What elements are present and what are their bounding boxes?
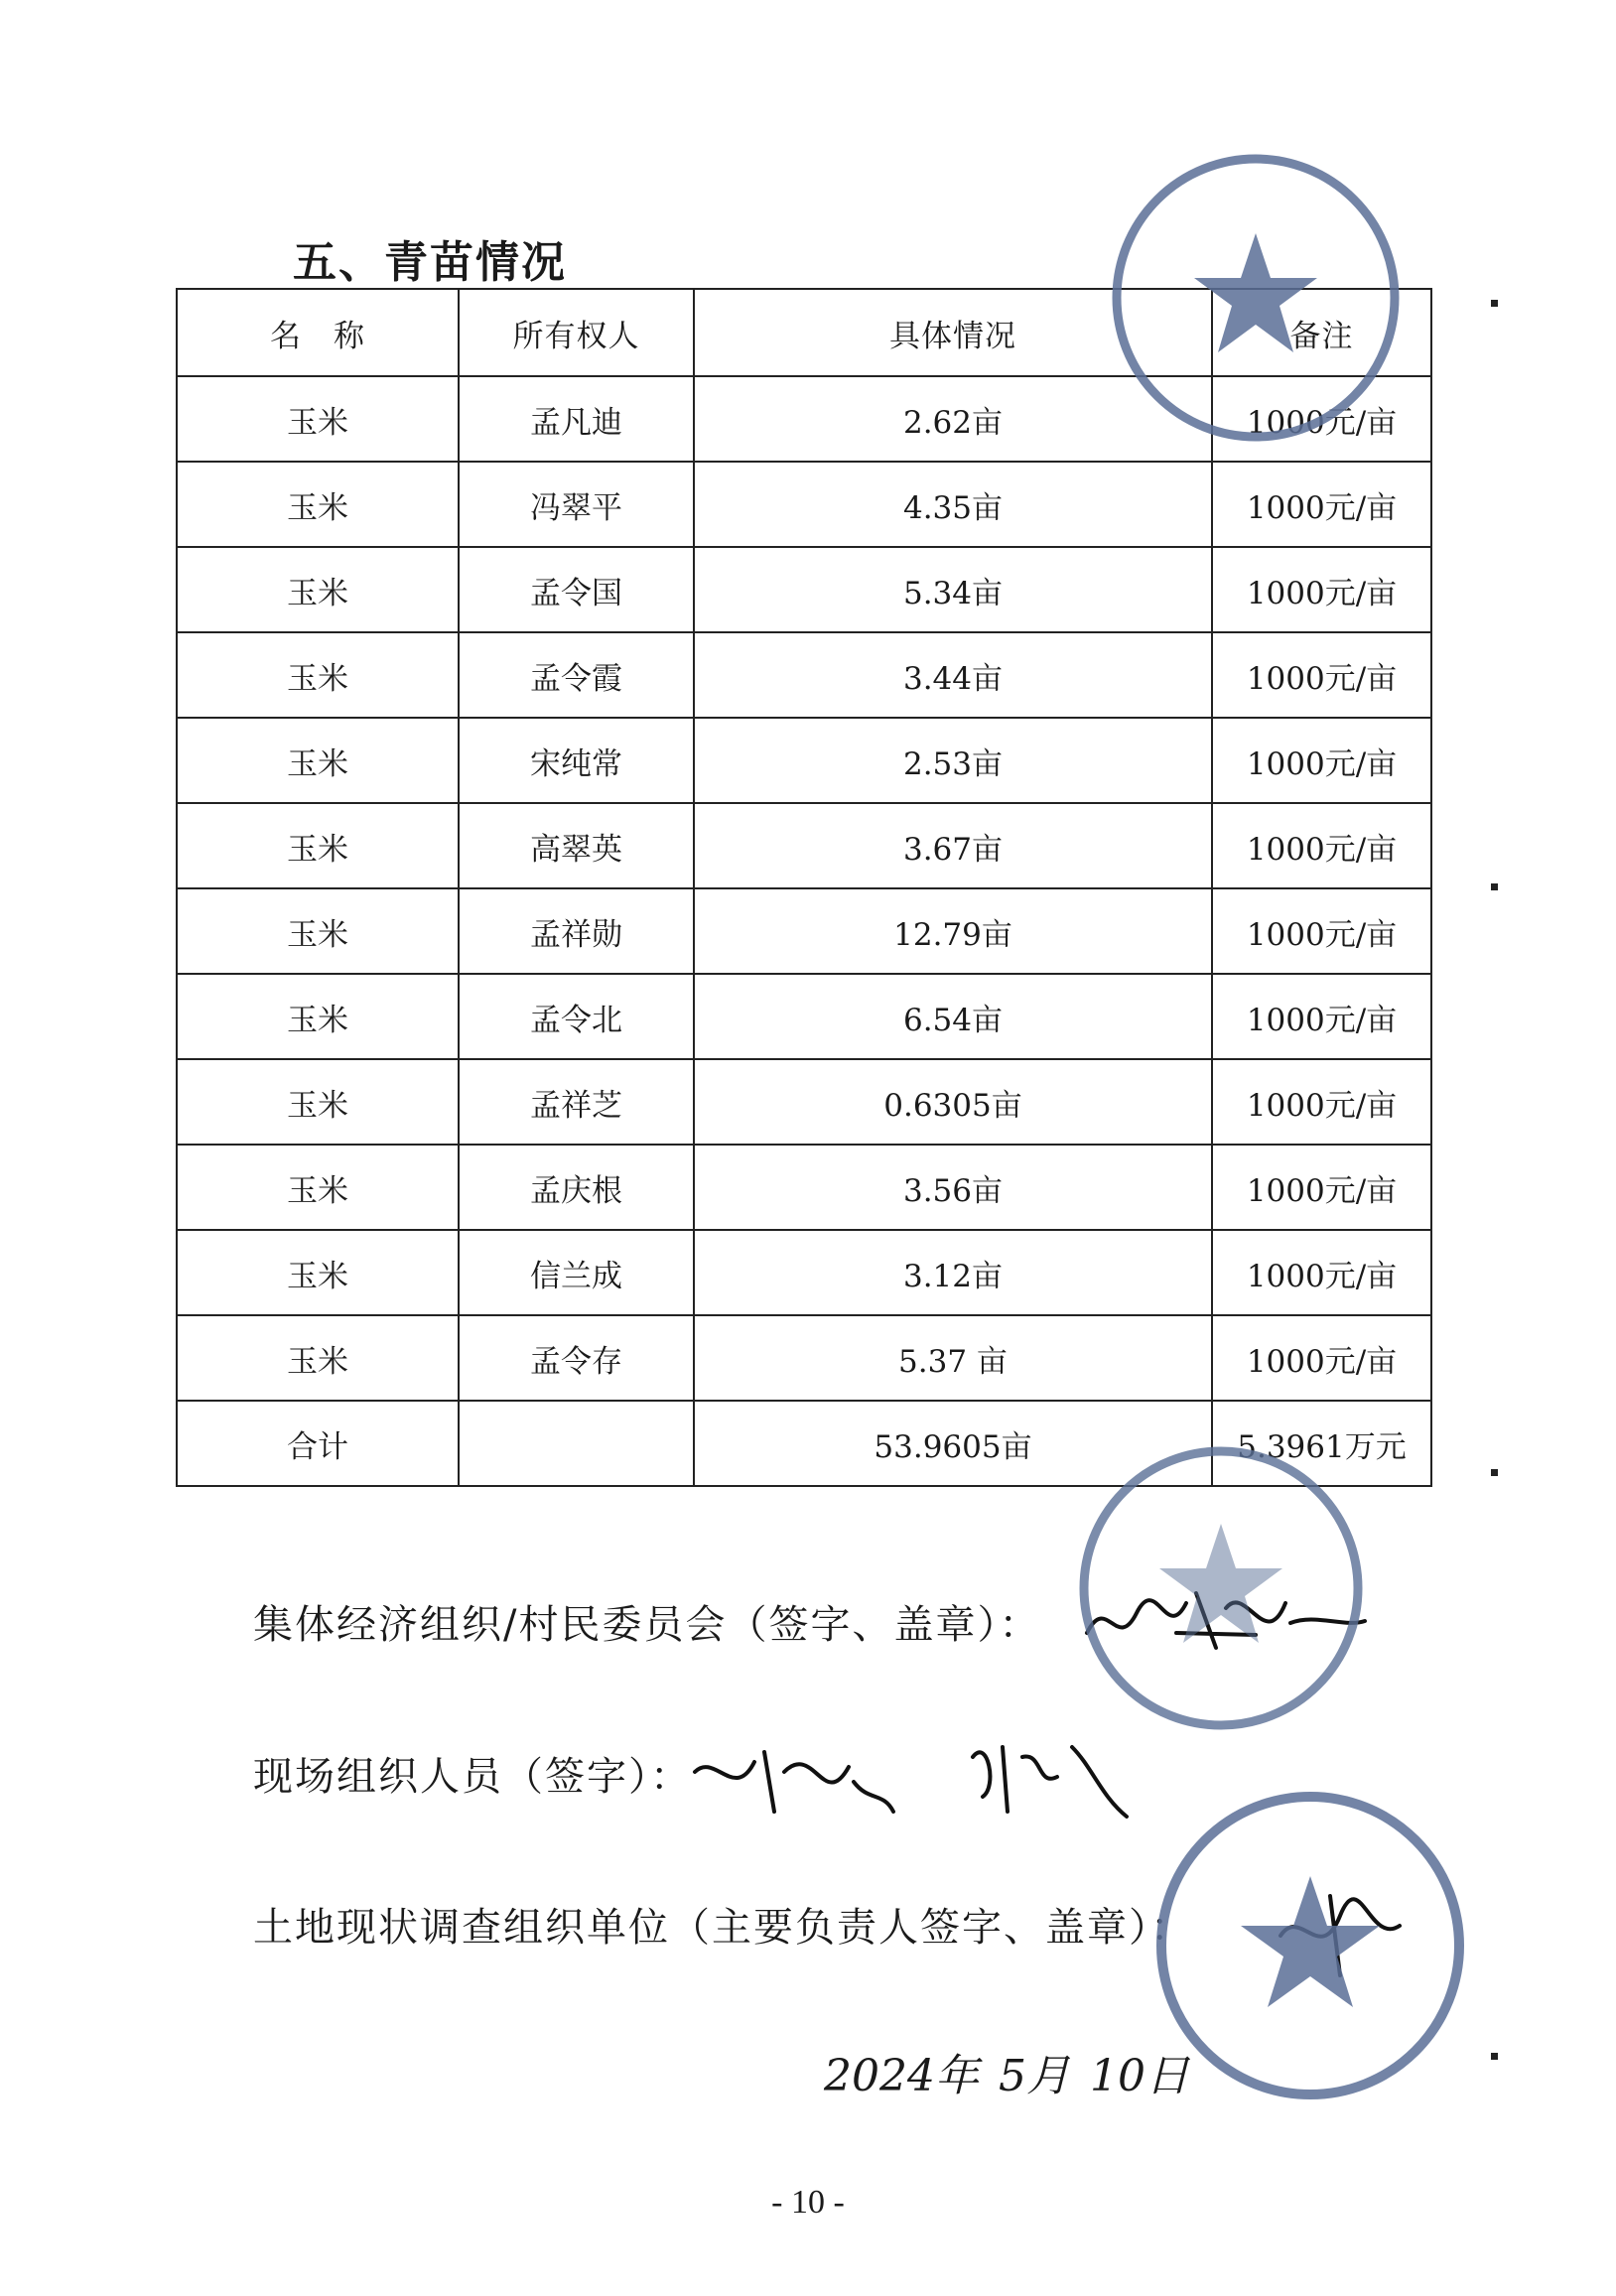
cell-note: 1000元/亩	[1212, 888, 1431, 974]
cell-note: 1000元/亩	[1212, 718, 1431, 803]
cell-detail: 3.67亩	[694, 803, 1212, 888]
cell-name: 玉米	[177, 1315, 459, 1401]
village-committee-seal-bottom	[1072, 1439, 1370, 1737]
signing-date	[824, 2040, 1195, 2103]
section-title: 五、青苗情况	[293, 237, 567, 288]
total-label: 合计	[177, 1401, 459, 1486]
table-row	[177, 718, 1431, 803]
onsite-signature-1	[685, 1732, 903, 1826]
cell-name: 玉米	[177, 1230, 459, 1315]
header-note: 备注	[1212, 289, 1431, 376]
table-row	[177, 547, 1431, 632]
cell-note: 1000元/亩	[1212, 1315, 1431, 1401]
cell-name: 玉米	[177, 1145, 459, 1230]
header-owner: 所有权人	[459, 289, 694, 376]
cell-owner: 孟令霞	[459, 632, 694, 718]
collective-signature-label: 集体经济组织/村民委员会（签字、盖章）：	[253, 1602, 1041, 1648]
date-day: 10日	[1089, 2051, 1189, 2101]
cell-owner: 孟祥勋	[459, 888, 694, 974]
cell-owner: 孟令国	[459, 547, 694, 632]
total-owner	[459, 1401, 694, 1486]
table-row	[177, 974, 1431, 1059]
cell-detail: 12.79亩	[694, 888, 1212, 974]
onsite-signature-label: 现场组织人员（签字）：	[253, 1754, 692, 1800]
header-name: 名 称	[177, 289, 459, 376]
cell-note: 1000元/亩	[1212, 1230, 1431, 1315]
cell-owner: 孟令存	[459, 1315, 694, 1401]
table-row	[177, 1145, 1431, 1230]
cell-note: 1000元/亩	[1212, 462, 1431, 547]
cell-owner: 孟庆根	[459, 1145, 694, 1230]
cell-note: 1000元/亩	[1212, 803, 1431, 888]
cell-owner: 信兰成	[459, 1230, 694, 1315]
cell-name: 玉米	[177, 718, 459, 803]
survey-signature-label: 土地现状调查组织单位（主要负责人签字、盖章）：	[253, 1905, 1192, 1951]
table-row	[177, 803, 1431, 888]
cell-note: 1000元/亩	[1212, 632, 1431, 718]
table-row	[177, 1059, 1431, 1145]
total-detail: 53.9605亩	[694, 1401, 1212, 1486]
cell-detail: 2.62亩	[694, 376, 1212, 462]
scan-mark	[1491, 300, 1498, 307]
cell-name: 玉米	[177, 632, 459, 718]
cell-owner: 高翠英	[459, 803, 694, 888]
cell-detail: 3.56亩	[694, 1145, 1212, 1230]
table-row	[177, 1315, 1431, 1401]
cell-name: 玉米	[177, 974, 459, 1059]
scan-mark	[1491, 883, 1498, 890]
cell-owner: 宋纯常	[459, 718, 694, 803]
cell-name: 玉米	[177, 547, 459, 632]
cell-detail: 4.35亩	[694, 462, 1212, 547]
cell-detail: 5.34亩	[694, 547, 1212, 632]
date-month: 5月	[998, 2051, 1070, 2101]
seedling-table	[176, 288, 1432, 1487]
cell-owner: 孟祥芝	[459, 1059, 694, 1145]
cell-owner: 孟凡迪	[459, 376, 694, 462]
cell-name: 玉米	[177, 462, 459, 547]
cell-name: 玉米	[177, 803, 459, 888]
total-note: 5.3961万元	[1212, 1401, 1431, 1486]
cell-detail: 2.53亩	[694, 718, 1212, 803]
cell-detail: 3.12亩	[694, 1230, 1212, 1315]
cell-detail: 6.54亩	[694, 974, 1212, 1059]
cell-note: 1000元/亩	[1212, 376, 1431, 462]
cell-name: 玉米	[177, 376, 459, 462]
page-number: - 10 -	[771, 2184, 845, 2221]
cell-note: 1000元/亩	[1212, 1145, 1431, 1230]
cell-name: 玉米	[177, 888, 459, 974]
village-committee-seal-top	[1107, 149, 1405, 447]
cell-owner: 孟令北	[459, 974, 694, 1059]
cell-note: 1000元/亩	[1212, 1059, 1431, 1145]
table-row	[177, 462, 1431, 547]
scan-mark	[1491, 1469, 1498, 1476]
cell-name: 玉米	[177, 1059, 459, 1145]
cell-detail: 5.37 亩	[694, 1315, 1212, 1401]
onsite-signature-2	[963, 1727, 1142, 1826]
header-detail: 具体情况	[694, 289, 1212, 376]
scan-mark	[1491, 2053, 1498, 2060]
town-government-seal	[1151, 1787, 1469, 2104]
cell-note: 1000元/亩	[1212, 974, 1431, 1059]
cell-detail: 0.6305亩	[694, 1059, 1212, 1145]
cell-owner: 冯翠平	[459, 462, 694, 547]
table-row	[177, 1230, 1431, 1315]
table-row	[177, 888, 1431, 974]
date-year: 2024年	[824, 2051, 979, 2101]
cell-detail: 3.44亩	[694, 632, 1212, 718]
cell-note: 1000元/亩	[1212, 547, 1431, 632]
table-row	[177, 632, 1431, 718]
